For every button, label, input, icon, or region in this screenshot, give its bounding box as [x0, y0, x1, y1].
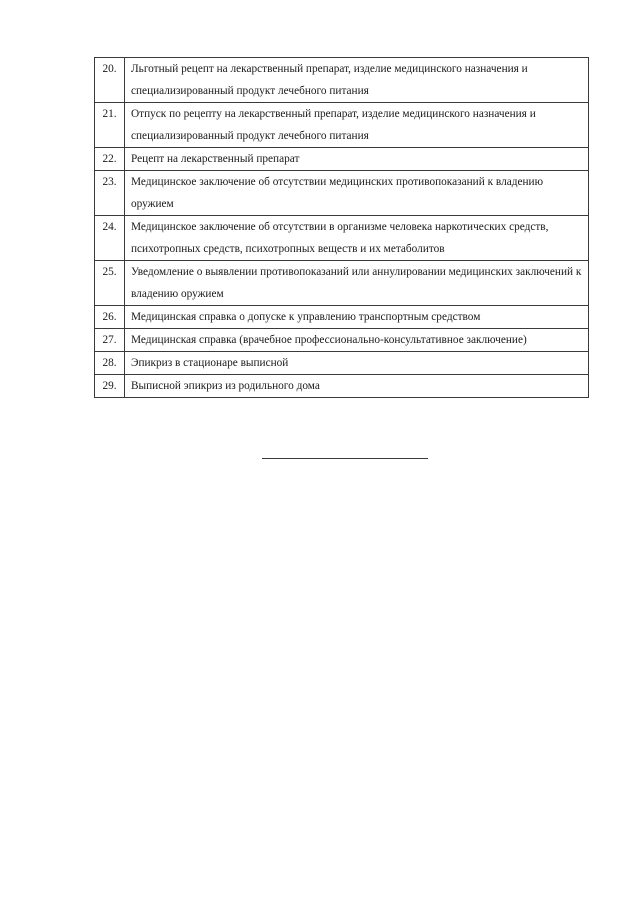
- row-document-name: Отпуск по рецепту на лекарственный препарат, изделие медицинского назначения и специализированный продукт лечебного питания: [125, 103, 589, 148]
- document-list-table: [94, 57, 589, 398]
- table-row: [95, 261, 589, 306]
- row-document-name: Медицинское заключение об отсутствии в организме человека наркотических средств, психотропных средств, психотропных веществ и их метаболитов: [125, 216, 589, 261]
- row-document-name: Выписной эпикриз из родильного дома: [125, 375, 589, 398]
- row-number: 22.: [95, 148, 125, 171]
- table-row: [95, 375, 589, 398]
- row-number: 28.: [95, 352, 125, 375]
- table-row: [95, 148, 589, 171]
- end-of-document-divider: [262, 458, 428, 459]
- row-document-name: Медицинская справка о допуске к управлению транспортным средством: [125, 306, 589, 329]
- row-document-name: Медицинская справка (врачебное профессионально-консультативное заключение): [125, 329, 589, 352]
- row-number: 24.: [95, 216, 125, 261]
- row-document-name: Льготный рецепт на лекарственный препарат, изделие медицинского назначения и специализированный продукт лечебного питания: [125, 58, 589, 103]
- row-document-name: Медицинское заключение об отсутствии медицинских противопоказаний к владению оружием: [125, 171, 589, 216]
- table-row: [95, 329, 589, 352]
- row-number: 25.: [95, 261, 125, 306]
- row-number: 23.: [95, 171, 125, 216]
- table-row: [95, 352, 589, 375]
- row-number: 29.: [95, 375, 125, 398]
- table-row: [95, 58, 589, 103]
- row-number: 27.: [95, 329, 125, 352]
- document-list-body: [95, 58, 589, 398]
- table-row: [95, 306, 589, 329]
- table-row: [95, 103, 589, 148]
- table-row: [95, 171, 589, 216]
- row-document-name: Эпикриз в стационаре выписной: [125, 352, 589, 375]
- table-row: [95, 216, 589, 261]
- row-number: 26.: [95, 306, 125, 329]
- row-number: 20.: [95, 58, 125, 103]
- row-number: 21.: [95, 103, 125, 148]
- row-document-name: Рецепт на лекарственный препарат: [125, 148, 589, 171]
- row-document-name: Уведомление о выявлении противопоказаний или аннулировании медицинских заключений к владению оружием: [125, 261, 589, 306]
